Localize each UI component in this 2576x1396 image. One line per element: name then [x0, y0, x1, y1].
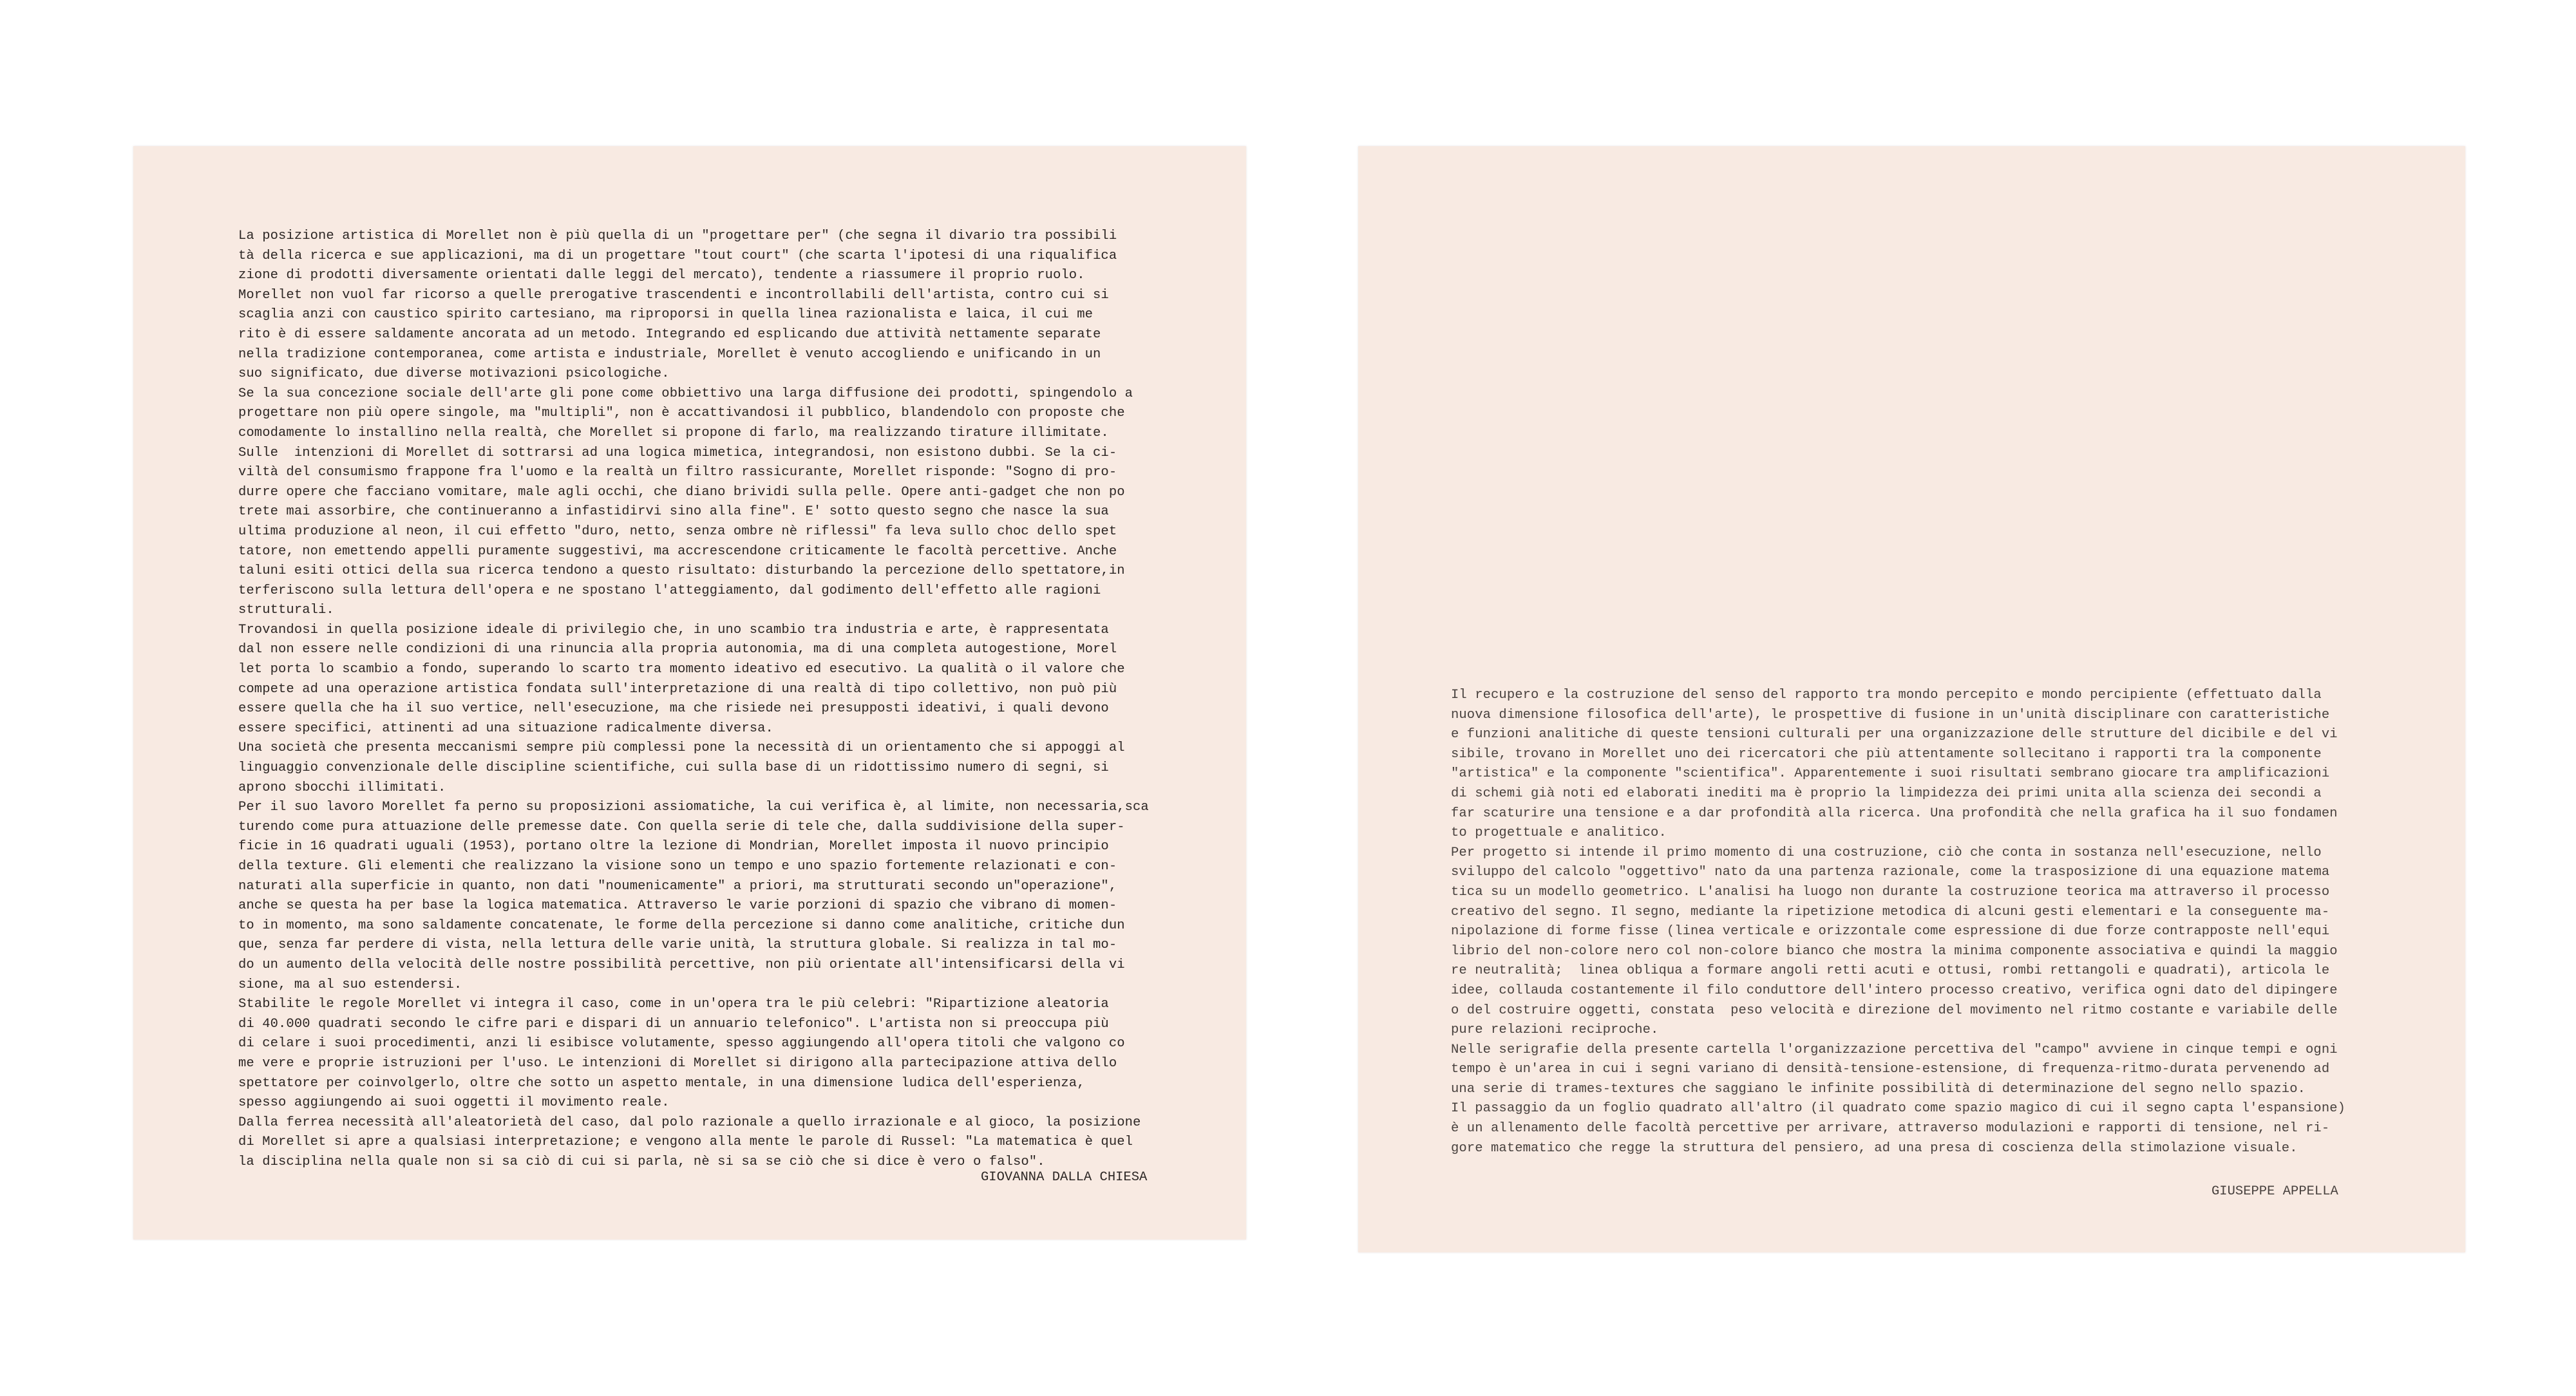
- right-essay-text: Il recupero e la costruzione del senso del rapporto tra mondo percepito e mondo percipiente (effettuato dalla nuova dimensione filosofica dell'arte), le prospettive di fusione in un'unità disciplinare con caratteristiche e funzioni analitiche di queste tensioni culturali per una organizzazione delle strutture del dicibile e del vi sibile, trovano in Morellet uno dei ricercatori che più attentamente sollecitano i rapporti tra la componente "artistica" e la componente "scientifica". Apparentemente i suoi risultati sembrano giocare tra amplificazioni di schemi già noti ed elaborati inediti ma è proprio la limpidezza dei primi unita alla scienza dei secondi a far scaturire una tensione e a dar profondità alla ricerca. Una profondità che nella grafica ha il suo fondamen to progettuale e analitico. Per progetto si intende il primo momento di una costruzione, ciò che conta in sostanza nell'esecuzione, nello sviluppo del calcolo "oggettivo" nato da una partenza razionale, come la trasposizione di una equazione matema tica su un modello geometrico. L'analisi ha luogo non durante la costruzione teorica ma attraverso il processo creativo del segno. Il segno, mediante la ripetizione metodica di alcuni gesti elementari e la conseguente ma- nipolazione di forme fisse (linea verticale e orizzontale come espressione di due forze contrapposte nell'equi librio del non-colore nero col non-colore bianco che mostra la minima componente associativa e quindi la maggio re neutralità; linea obliqua a formare angoli retti acuti e ottusi, rombi rettangoli e quadrati), articola le idee, collauda costantemente il filo conduttore dell'intero processo creativo, verifica ogni dato del dipingere o del costruire oggetti, constata peso velocità e direzione del movimento nel ritmo costante e variabile delle pure relazioni reciproche. Nelle serigrafie della presente cartella l'organizzazione percettiva del "campo" avviene in cinque tempi e ogni tempo è un'area in cui i segni variano di densità-tensione-estensione, di frequenza-ritmo-durata pervenendo ad una serie di trames-textures che saggiano le infinite possibilità di determinazione del segno nello spazio. Il passaggio da un foglio quadrato all'altro (il quadrato come spazio magico di cui il segno capta l'espansione) è un allenamento delle facoltà percettive per arrivare, attraverso modulazioni e rapporti di tensione, nel ri- gore matematico che regge la struttura del pensiero, ad una presa di coscienza della stimolazione visuale.: [1451, 688, 2346, 1156]
- right-author-signature: GIUSEPPE APPELLA: [2211, 1184, 2338, 1199]
- left-essay-text: La posizione artistica di Morellet non è più quella di un "progettare per" (che segna il divario tra possibili tà della ricerca e sue applicazioni, ma di un progettare "tout court" (che scarta l'ipotesi di una riqualifica zione di prodotti diversamente orientati dalle leggi del mercato), tendente a riassumere il proprio ruolo. Morellet non vuol far ricorso a quelle prerogative trascendenti e incontrollabili dell'artista, contro cui si scaglia anzi con caustico spirito cartesiano, ma riproporsi in quella linea razionalista e laica, il cui me rito è di essere saldamente ancorata ad un metodo. Integrando ed esplicando due attività nettamente separate nella tradizione contemporanea, come artista e industriale, Morellet è venuto accogliendo e unificando in un suo significato, due diverse motivazioni psicologiche. Se la sua concezione sociale dell'arte gli pone come obbiettivo una larga diffusione dei prodotti, spingendolo a progettare non più opere singole, ma "multipli", non è accattivandosi il pubblico, blandendolo con proposte che comodamente lo installino nella realtà, che Morellet si propone di farlo, ma realizzando tirature illimitate. Sulle intenzioni di Morellet di sottrarsi ad una logica mimetica, integrandosi, non esistono dubbi. Se la ci- viltà del consumismo frappone fra l'uomo e la realtà un filtro rassicurante, Morellet risponde: "Sogno di pro- durre opere che facciano vomitare, male agli occhi, che diano brividi sulla pelle. Opere anti-gadget che non po trete mai assorbire, che continueranno a infastidirvi sino alla fine". E' sotto questo segno che nasce la sua ultima produzione al neon, il cui effetto "duro, netto, senza ombre nè riflessi" fa leva sullo choc dello spet tatore, non emettendo appelli puramente suggestivi, ma accrescendone criticamente le facoltà percettive. Anche taluni esiti ottici della sua ricerca tendono a questo risultato: disturbando la percezione dello spettatore,in terferiscono sulla lettura dell'opera e ne spostano l'atteggiamento, dal godimento dell'effetto alle ragioni strutturali. Trovandosi in quella posizione ideale di privilegio che, in uno scambio tra industria e arte, è rappresentata dal non essere nelle condizioni di una rinuncia alla propria autonomia, ma di una completa autogestione, Morel let porta lo scambio a fondo, superando lo scarto tra momento ideativo ed esecutivo. La qualità o il valore che compete ad una operazione artistica fondata sull'interpretazione di una realtà di tipo collettivo, non può più essere quella che ha il suo vertice, nell'esecuzione, ma che risiede nei presupposti ideativi, i quali devono essere specifici, attinenti ad una situazione radicalmente diversa. Una società che presenta meccanismi sempre più complessi pone la necessità di un orientamento che si appoggi al linguaggio convenzionale delle discipline scientifiche, cui sulla base di un ridottissimo numero di segni, si aprono sbocchi illimitati. Per il suo lavoro Morellet fa perno su proposizioni assiomatiche, la cui verifica è, al limite, non necessaria,sca turendo come pura attuazione delle premesse date. Con quella serie di tele che, dalla suddivisione della super- ficie in 16 quadrati uguali (1953), portano oltre la lezione di Mondrian, Morellet imposta il nuovo principio della texture. Gli elementi che realizzano la visione sono un tempo e uno spazio fortemente relazionati e con- naturati alla superficie in quanto, non dati "noumenicamente" a priori, ma strutturati secondo un"operazione", anche se questa ha per base la logica matematica. Attraverso le varie porzioni di spazio che vibrano di momen- to in momento, ma sono saldamente concatenate, le forme della percezione si danno come analitiche, critiche dun que, senza far perdere di vista, nella lettura delle varie unità, la struttura globale. Si realizza in tal mo- do un aumento della velocità delle nostre possibilità percettive, non più orientate all'intensificarsi della vi sione, ma al suo estendersi. Stabilite le regole Morellet vi integra il caso, come in un'opera tra le più celebri: "Ripartizione aleatoria di 40.000 quadrati secondo le cifre pari e dispari di un annuario telefonico". L'artista non si preoccupa più di celare i suoi procedimenti, anzi li esibisce volutamente, spesso aggiungendo all'opera titoli che valgono co me vere e proprie istruzioni per l'uso. Le intenzioni di Morellet si dirigono alla partecipazione attiva dello spettatore per coinvolgerlo, oltre che sotto un aspetto mentale, in una dimensione ludica dell'esperienza, spesso aggiungendo ai suoi oggetti il movimento reale. Dalla ferrea necessità all'aleatorietà del caso, dal polo razionale a quello irrazionale e al gioco, la posizione di Morellet si apre a qualsiasi interpretazione; e vengono alla mente le parole di Russel: "La matematica è quel la disciplina nella quale non si sa ciò di cui si parla, nè si sa se ciò che si dice è vero o falso".: [238, 229, 1149, 1169]
- left-author-signature: GIOVANNA DALLA CHIESA: [981, 1170, 1148, 1185]
- right-text-sheet: [1358, 146, 2465, 1252]
- left-text-sheet: [133, 146, 1246, 1240]
